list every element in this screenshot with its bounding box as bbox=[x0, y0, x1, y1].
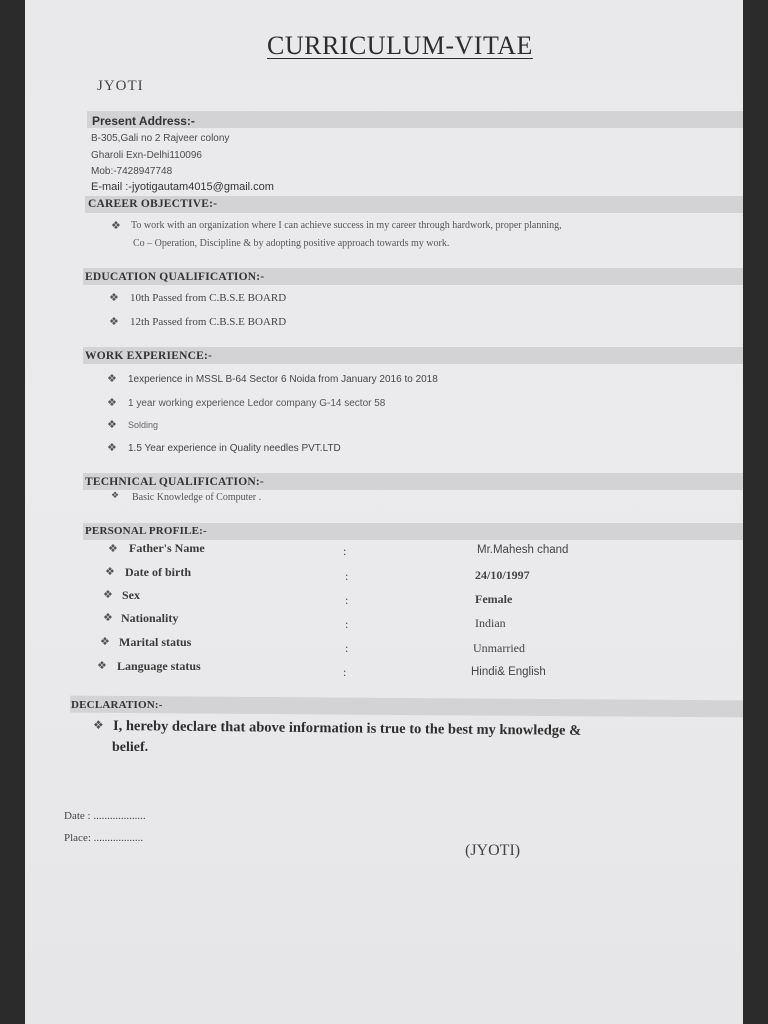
declaration-band bbox=[70, 696, 743, 718]
profile-value-dob: 24/10/1997 bbox=[475, 568, 530, 582]
technical-item: Basic Knowledge of Computer . bbox=[132, 492, 262, 503]
page-title: CURRICULUM-VITAE bbox=[267, 31, 533, 60]
bullet-icon: ❖ bbox=[97, 659, 107, 672]
technical-heading: TECHNICAL QUALIFICATION:- bbox=[85, 476, 264, 488]
profile-label-language: Language status bbox=[117, 659, 201, 673]
profile-label-dob: Date of birth bbox=[125, 565, 191, 579]
place-label: Place: .................. bbox=[64, 832, 144, 844]
work-item: 1 year working experience Ledor company G-14 sector 58 bbox=[128, 398, 386, 409]
bullet-icon: ❖ bbox=[100, 635, 110, 648]
bullet-icon: ❖ bbox=[111, 491, 120, 501]
education-item: 12th Passed from C.B.S.E BOARD bbox=[130, 316, 287, 328]
email-address: E-mail :-jyotigautam4015@gmail.com bbox=[91, 181, 274, 193]
profile-label-nationality: Nationality bbox=[121, 611, 179, 625]
profile-colon: : bbox=[345, 593, 349, 607]
address-heading: Present Address:- bbox=[92, 114, 195, 128]
declaration-heading: DECLARATION:- bbox=[71, 699, 163, 711]
education-heading: EDUCATION QUALIFICATION:- bbox=[85, 271, 265, 283]
bullet-icon: ❖ bbox=[103, 611, 113, 624]
profile-value-father: Mr.Mahesh chand bbox=[477, 544, 569, 556]
bullet-icon: ❖ bbox=[109, 291, 119, 304]
work-item: 1.5 Year experience in Quality needles PVT.LTD bbox=[128, 443, 341, 454]
profile-colon: : bbox=[343, 665, 347, 679]
profile-label-marital: Marital status bbox=[119, 635, 192, 649]
address-line-1: B-305,Gali no 2 Rajveer colony bbox=[91, 133, 230, 144]
date-label: Date : ................... bbox=[64, 810, 146, 822]
candidate-name: JYOTI bbox=[97, 78, 144, 94]
declaration-text-line-1: I, hereby declare that above information is true to the best my knowledge & bbox=[112, 718, 582, 739]
bullet-icon: ❖ bbox=[107, 441, 117, 454]
profile-value-language: Hindi& English bbox=[471, 666, 546, 678]
resume-page bbox=[25, 0, 743, 1024]
work-item: Solding bbox=[128, 420, 159, 430]
profile-colon: : bbox=[345, 617, 349, 631]
declaration-text-line-2: belief. bbox=[112, 740, 149, 755]
profile-value-sex: Female bbox=[475, 592, 513, 606]
profile-value-nationality: Indian bbox=[475, 616, 506, 630]
bullet-icon: ❖ bbox=[93, 718, 104, 732]
education-item: 10th Passed from C.B.S.E BOARD bbox=[130, 292, 287, 304]
career-text-line-2: Co – Operation, Discipline & by adopting positive approach towards my work. bbox=[133, 238, 450, 249]
profile-colon: : bbox=[343, 544, 347, 558]
bullet-icon: ❖ bbox=[107, 418, 117, 431]
career-text-line-1: To work with an organization where I can achieve success in my career through hardwork, proper planning, bbox=[131, 220, 562, 231]
address-line-2: Gharoli Exn-Delhi110096 bbox=[91, 150, 202, 161]
bullet-icon: ❖ bbox=[107, 396, 117, 409]
bullet-icon: ❖ bbox=[109, 315, 119, 328]
bullet-icon: ❖ bbox=[108, 542, 118, 555]
work-item: 1experience in MSSL B-64 Sector 6 Noida from January 2016 to 2018 bbox=[128, 374, 438, 385]
bullet-icon: ❖ bbox=[111, 219, 121, 232]
bullet-icon: ❖ bbox=[107, 372, 117, 385]
profile-label-father: Father's Name bbox=[129, 541, 205, 555]
profile-label-sex: Sex bbox=[122, 588, 140, 602]
bullet-icon: ❖ bbox=[105, 565, 115, 578]
mobile-number: Mob:-7428947748 bbox=[91, 166, 173, 177]
profile-colon: : bbox=[345, 569, 349, 583]
personal-heading: PERSONAL PROFILE:- bbox=[85, 525, 207, 537]
work-heading: WORK EXPERIENCE:- bbox=[85, 350, 213, 362]
career-heading: CAREER OBJECTIVE:- bbox=[88, 198, 218, 210]
profile-colon: : bbox=[345, 641, 349, 655]
signature-name: (JYOTI) bbox=[465, 842, 521, 859]
bullet-icon: ❖ bbox=[103, 588, 113, 601]
profile-value-marital: Unmarried bbox=[473, 641, 525, 655]
